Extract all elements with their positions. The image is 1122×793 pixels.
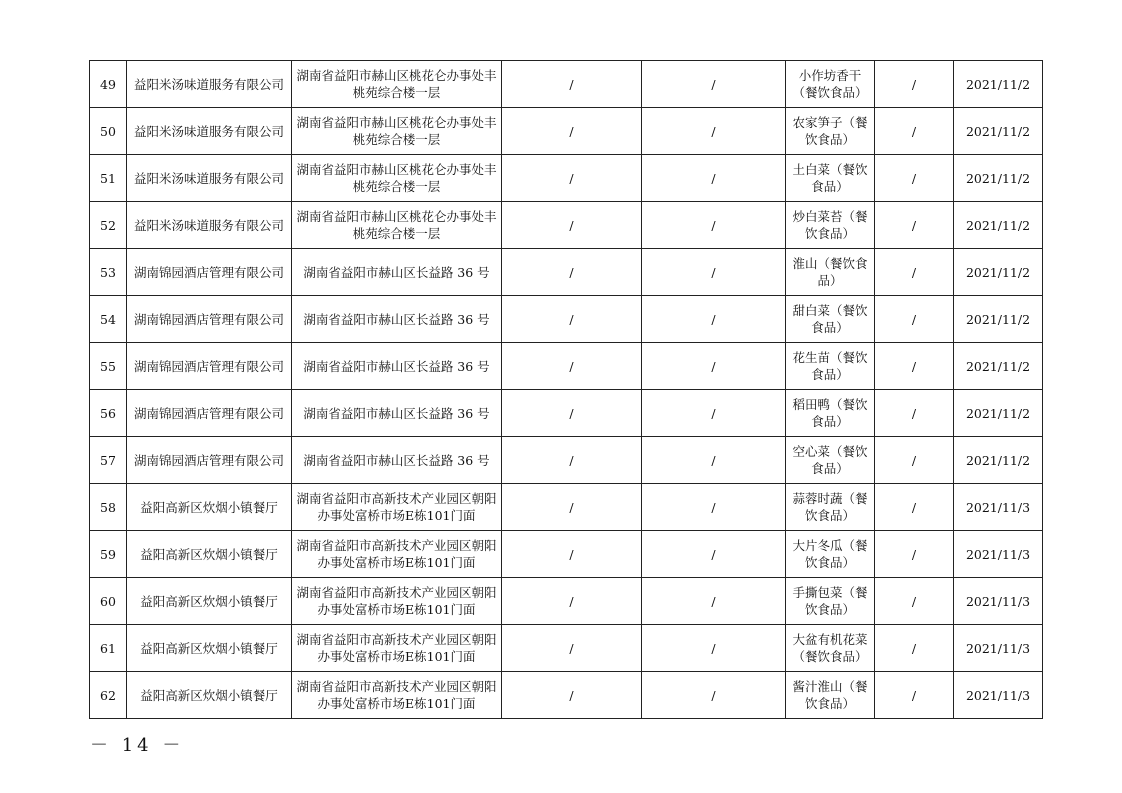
cell-col7: / [875, 343, 954, 390]
cell-col7: / [875, 672, 954, 719]
cell-col5: / [642, 202, 786, 249]
cell-food-name: 小作坊香干（餐饮食品） [786, 61, 875, 108]
cell-col4: / [502, 108, 642, 155]
cell-address: 湖南省益阳市高新技术产业园区朝阳办事处富桥市场E栋101门面 [292, 531, 502, 578]
cell-company-name: 益阳米汤味道服务有限公司 [127, 155, 292, 202]
cell-food-name: 空心菜（餐饮食品） [786, 437, 875, 484]
cell-company-name: 湖南锦园酒店管理有限公司 [127, 343, 292, 390]
cell-number: 62 [90, 672, 127, 719]
cell-col7: / [875, 390, 954, 437]
cell-col5: / [642, 484, 786, 531]
cell-address: 湖南省益阳市高新技术产业园区朝阳办事处富桥市场E栋101门面 [292, 672, 502, 719]
cell-col4: / [502, 296, 642, 343]
cell-col7: / [875, 296, 954, 343]
cell-col5: / [642, 531, 786, 578]
cell-date: 2021/11/3 [954, 531, 1043, 578]
inspection-table [89, 60, 1043, 719]
cell-col4: / [502, 531, 642, 578]
cell-address: 湖南省益阳市高新技术产业园区朝阳办事处富桥市场E栋101门面 [292, 484, 502, 531]
cell-col7: / [875, 578, 954, 625]
cell-food-name: 甜白菜（餐饮食品） [786, 296, 875, 343]
cell-col7: / [875, 249, 954, 296]
cell-company-name: 益阳高新区炊烟小镇餐厅 [127, 484, 292, 531]
cell-col4: / [502, 202, 642, 249]
cell-address: 湖南省益阳市赫山区桃花仑办事处丰桃苑综合楼一层 [292, 202, 502, 249]
cell-address: 湖南省益阳市赫山区长益路 36 号 [292, 390, 502, 437]
cell-food-name: 花生苗（餐饮食品） [786, 343, 875, 390]
cell-address: 湖南省益阳市赫山区长益路 36 号 [292, 249, 502, 296]
table-row [90, 390, 1043, 437]
cell-col5: / [642, 61, 786, 108]
cell-food-name: 淮山（餐饮食品） [786, 249, 875, 296]
table-row [90, 672, 1043, 719]
cell-date: 2021/11/3 [954, 578, 1043, 625]
cell-number: 59 [90, 531, 127, 578]
cell-address: 湖南省益阳市赫山区长益路 36 号 [292, 437, 502, 484]
cell-food-name: 大盆有机花菜（餐饮食品） [786, 625, 875, 672]
cell-company-name: 益阳米汤味道服务有限公司 [127, 61, 292, 108]
cell-date: 2021/11/3 [954, 625, 1043, 672]
cell-col7: / [875, 531, 954, 578]
cell-col5: / [642, 249, 786, 296]
cell-number: 54 [90, 296, 127, 343]
cell-address: 湖南省益阳市赫山区长益路 36 号 [292, 296, 502, 343]
cell-col7: / [875, 108, 954, 155]
cell-col5: / [642, 296, 786, 343]
cell-col7: / [875, 202, 954, 249]
cell-number: 49 [90, 61, 127, 108]
table-row [90, 249, 1043, 296]
cell-date: 2021/11/3 [954, 484, 1043, 531]
cell-food-name: 蒜蓉时蔬（餐饮食品） [786, 484, 875, 531]
cell-date: 2021/11/2 [954, 155, 1043, 202]
table-row [90, 61, 1043, 108]
cell-col7: / [875, 61, 954, 108]
cell-address: 湖南省益阳市赫山区桃花仑办事处丰桃苑综合楼一层 [292, 108, 502, 155]
cell-number: 57 [90, 437, 127, 484]
cell-address: 湖南省益阳市高新技术产业园区朝阳办事处富桥市场E栋101门面 [292, 578, 502, 625]
table-row [90, 484, 1043, 531]
cell-date: 2021/11/2 [954, 249, 1043, 296]
cell-number: 58 [90, 484, 127, 531]
cell-company-name: 湖南锦园酒店管理有限公司 [127, 390, 292, 437]
table-row [90, 625, 1043, 672]
cell-date: 2021/11/2 [954, 202, 1043, 249]
cell-col5: / [642, 578, 786, 625]
cell-number: 53 [90, 249, 127, 296]
cell-col5: / [642, 108, 786, 155]
cell-company-name: 益阳高新区炊烟小镇餐厅 [127, 625, 292, 672]
table-row [90, 343, 1043, 390]
cell-number: 56 [90, 390, 127, 437]
cell-col4: / [502, 343, 642, 390]
table-row [90, 108, 1043, 155]
cell-col5: / [642, 672, 786, 719]
cell-col4: / [502, 61, 642, 108]
cell-food-name: 酱汁淮山（餐饮食品） [786, 672, 875, 719]
cell-company-name: 益阳米汤味道服务有限公司 [127, 202, 292, 249]
cell-number: 51 [90, 155, 127, 202]
cell-date: 2021/11/2 [954, 61, 1043, 108]
cell-col5: / [642, 343, 786, 390]
cell-food-name: 稻田鸭（餐饮食品） [786, 390, 875, 437]
cell-food-name: 炒白菜苔（餐饮食品） [786, 202, 875, 249]
cell-col5: / [642, 437, 786, 484]
cell-col4: / [502, 249, 642, 296]
cell-food-name: 农家笋子（餐饮食品） [786, 108, 875, 155]
table-row [90, 531, 1043, 578]
cell-col4: / [502, 672, 642, 719]
cell-col4: / [502, 578, 642, 625]
cell-col5: / [642, 155, 786, 202]
cell-col4: / [502, 484, 642, 531]
cell-company-name: 益阳高新区炊烟小镇餐厅 [127, 672, 292, 719]
cell-food-name: 大片冬瓜（餐饮食品） [786, 531, 875, 578]
cell-company-name: 益阳高新区炊烟小镇餐厅 [127, 531, 292, 578]
cell-col7: / [875, 437, 954, 484]
cell-address: 湖南省益阳市赫山区长益路 36 号 [292, 343, 502, 390]
cell-company-name: 湖南锦园酒店管理有限公司 [127, 249, 292, 296]
cell-col7: / [875, 625, 954, 672]
cell-number: 52 [90, 202, 127, 249]
cell-company-name: 益阳米汤味道服务有限公司 [127, 108, 292, 155]
table-row [90, 578, 1043, 625]
table-body [90, 61, 1043, 719]
cell-date: 2021/11/3 [954, 672, 1043, 719]
table-row [90, 437, 1043, 484]
cell-number: 61 [90, 625, 127, 672]
cell-company-name: 湖南锦园酒店管理有限公司 [127, 296, 292, 343]
cell-address: 湖南省益阳市赫山区桃花仑办事处丰桃苑综合楼一层 [292, 155, 502, 202]
table-row [90, 296, 1043, 343]
cell-date: 2021/11/2 [954, 437, 1043, 484]
cell-date: 2021/11/2 [954, 343, 1043, 390]
cell-col7: / [875, 155, 954, 202]
cell-number: 50 [90, 108, 127, 155]
cell-date: 2021/11/2 [954, 296, 1043, 343]
cell-food-name: 土白菜（餐饮食品） [786, 155, 875, 202]
cell-col4: / [502, 390, 642, 437]
cell-col4: / [502, 437, 642, 484]
cell-food-name: 手撕包菜（餐饮食品） [786, 578, 875, 625]
cell-number: 60 [90, 578, 127, 625]
table-row [90, 155, 1043, 202]
cell-col7: / [875, 484, 954, 531]
page-number: － 14 － [90, 735, 185, 756]
cell-date: 2021/11/2 [954, 108, 1043, 155]
cell-col5: / [642, 625, 786, 672]
cell-col4: / [502, 625, 642, 672]
table-row [90, 202, 1043, 249]
cell-address: 湖南省益阳市高新技术产业园区朝阳办事处富桥市场E栋101门面 [292, 625, 502, 672]
cell-col4: / [502, 155, 642, 202]
cell-date: 2021/11/2 [954, 390, 1043, 437]
cell-number: 55 [90, 343, 127, 390]
cell-company-name: 湖南锦园酒店管理有限公司 [127, 437, 292, 484]
cell-company-name: 益阳高新区炊烟小镇餐厅 [127, 578, 292, 625]
cell-address: 湖南省益阳市赫山区桃花仑办事处丰桃苑综合楼一层 [292, 61, 502, 108]
cell-col5: / [642, 390, 786, 437]
